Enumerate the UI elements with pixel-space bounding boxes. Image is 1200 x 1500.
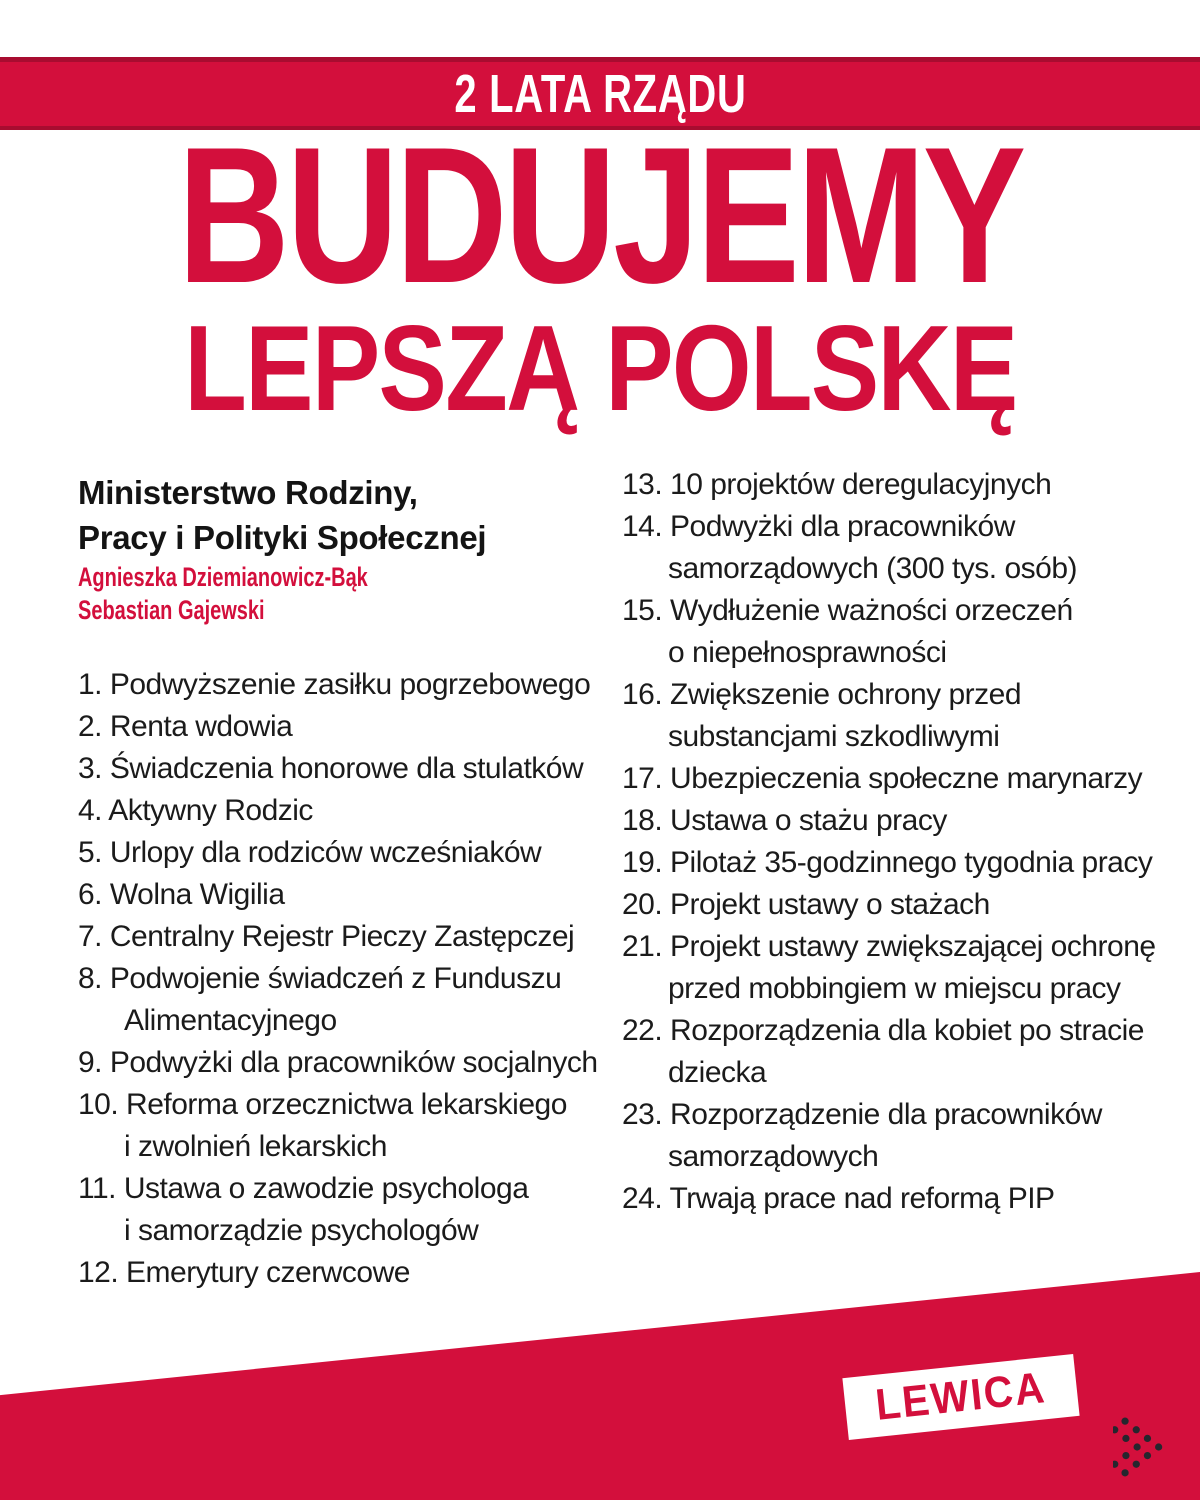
list-item-continuation: samorządowych [668,1140,879,1173]
list-item-text: 4. Aktywny Rodzic [78,794,313,827]
list-item [78,664,623,706]
minister-name: Sebastian Gajewski [78,595,265,625]
list-item [78,706,623,748]
list-item-text: 5. Urlopy dla rodziców wcześniaków [78,836,542,869]
list-item [622,590,1182,674]
list-item [622,884,1182,926]
achievements-list-left [78,664,623,1294]
list-item [622,674,1182,758]
list-item-continuation: i zwolnień lekarskich [124,1130,387,1163]
list-item-text: 24. Trwają prace nad reformą PIP [622,1182,1055,1215]
list-item-text: 1. Podwyższenie zasiłku pogrzebowego [78,668,591,701]
list-item-text: 13. 10 projektów deregulacyjnych [622,468,1052,501]
list-item-text: 18. Ustawa o stażu pracy [622,804,947,837]
headline-line-1 [0,106,1200,324]
list-item-text: 3. Świadczenia honorowe dla stulatków [78,752,584,785]
list-item-continuation: substancjami szkodliwymi [668,720,1000,753]
minister-name: Agnieszka Dziemianowicz-Bąk [78,562,368,592]
list-item-text: 14. Podwyżki dla pracowników [622,510,1015,543]
list-item-continuation: dziecka [668,1056,767,1089]
list-item-continuation: przed mobbingiem w miejscu pracy [668,972,1121,1005]
list-item [622,1178,1182,1220]
list-item [622,758,1182,800]
list-item-text: 16. Zwiększenie ochrony przed [622,678,1022,711]
list-item-text: 7. Centralny Rejestr Pieczy Zastępczej [78,920,575,953]
list-item [622,464,1182,506]
list-item-text: 15. Wydłużenie ważności orzeczeń [622,594,1073,627]
headline-line-1-text: BUDUJEMY [177,106,1023,324]
list-item [622,842,1182,884]
list-item-text: 8. Podwojenie świadczeń z Funduszu [78,962,562,995]
list-item-text: 6. Wolna Wigilia [78,878,285,911]
list-item [622,506,1182,590]
top-banner-label: 2 LATA RZĄDU [453,64,747,124]
list-item [622,1010,1182,1094]
list-item [78,916,623,958]
list-item [78,958,623,1042]
list-item-text: 10. Reforma orzecznictwa lekarskiego [78,1088,567,1121]
list-item-continuation: Alimentacyjnego [124,1004,337,1037]
list-item [78,1084,623,1168]
list-item [78,790,623,832]
list-item [78,1042,623,1084]
list-item-continuation: o niepełnosprawności [668,636,947,669]
list-item [622,800,1182,842]
list-item [622,926,1182,1010]
dotted-right-chevron-icon [1113,1416,1175,1478]
ministry-heading-line-1: Ministerstwo Rodziny, [78,474,418,511]
list-item-text: 2. Renta wdowia [78,710,293,743]
lewica-logo-text: LEWICA [873,1363,1049,1430]
list-item [78,874,623,916]
minister-names [78,561,470,627]
list-item-text: 11. Ustawa o zawodzie psychologa [78,1172,529,1205]
list-item-continuation: i samorządzie psychologów [124,1214,479,1247]
list-item-text: 20. Projekt ustawy o stażach [622,888,990,921]
list-item [622,1094,1182,1178]
list-item-text: 21. Projekt ustawy zwiększającej ochronę [622,930,1156,963]
list-item [78,1168,623,1252]
list-item-continuation: samorządowych (300 tys. osób) [668,552,1078,585]
list-item-text: 12. Emerytury czerwcowe [78,1256,410,1289]
list-item-text: 22. Rozporządzenia dla kobiet po stracie [622,1014,1144,1047]
ministry-heading [78,470,486,560]
list-item-text: 9. Podwyżki dla pracowników socjalnych [78,1046,598,1079]
ministry-heading-line-2: Pracy i Polityki Społecznej [78,519,487,556]
achievements-list-right [622,464,1182,1220]
list-item-text: 17. Ubezpieczenia społeczne marynarzy [622,762,1143,795]
list-item [78,748,623,790]
list-item [78,1252,623,1294]
list-item [78,832,623,874]
headline-line-2 [0,299,1200,436]
headline-line-2-text: LEPSZĄ POLSKĘ [183,299,1017,436]
list-item-text: 23. Rozporządzenie dla pracowników [622,1098,1102,1131]
list-item-text: 19. Pilotaż 35-godzinnego tygodnia pracy [622,846,1153,879]
